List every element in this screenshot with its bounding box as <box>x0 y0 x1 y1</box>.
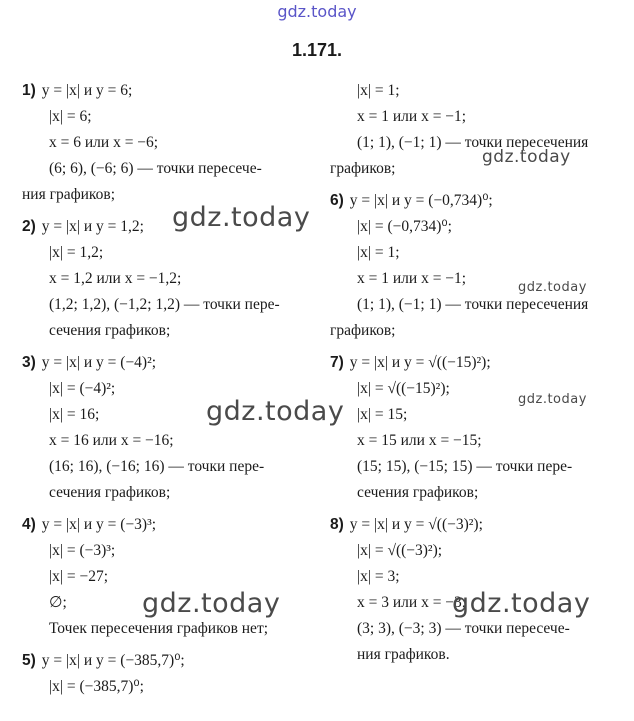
line-text: x = 16 или x = −16; <box>49 432 174 449</box>
line-text: y = |x| и y = √((−15)²); <box>349 354 491 371</box>
line-text: сечения графиков; <box>49 484 171 501</box>
item-number: 6) <box>330 192 344 209</box>
line-text: |x| = 16; <box>49 406 100 423</box>
right-column <box>330 78 630 668</box>
solution-line <box>22 512 322 538</box>
solution-line <box>22 318 322 344</box>
line-text: y = |x| и y = (−4)²; <box>41 354 157 371</box>
watermark: gdz.today <box>518 392 587 407</box>
solution-line <box>22 130 322 156</box>
line-text: ния графиков; <box>22 186 116 203</box>
line-text: y = |x| и y = 6; <box>41 82 133 99</box>
line-text: |x| = (−4)²; <box>49 380 116 397</box>
line-text: (1; 1), (−1; 1) — точки пересечения <box>357 134 589 151</box>
line-text: x = 1 или x = −1; <box>357 108 467 125</box>
solution-line <box>22 78 322 104</box>
solution-line <box>330 642 630 668</box>
solution-line <box>330 240 630 266</box>
solution-line <box>330 428 630 454</box>
solution-line <box>330 564 630 590</box>
item-number: 5) <box>22 652 36 669</box>
line-text: y = |x| и y = (−0,734)⁰; <box>349 192 493 209</box>
line-text: графиков; <box>330 160 396 177</box>
line-text: сечения графиков; <box>357 484 479 501</box>
solution-line <box>330 130 630 156</box>
watermark: gdz.today <box>206 396 345 427</box>
item-number: 4) <box>22 516 36 533</box>
solution-line <box>330 156 630 182</box>
watermark: gdz.today <box>142 588 281 619</box>
line-text: y = |x| и y = (−385,7)⁰; <box>41 652 185 669</box>
solution-line <box>330 538 630 564</box>
line-text: |x| = √((−15)²); <box>357 380 450 397</box>
solution-line <box>330 318 630 344</box>
solution-line <box>22 564 322 590</box>
item-number: 8) <box>330 516 344 533</box>
solution-line <box>22 616 322 642</box>
line-text: (1,2; 1,2), (−1,2; 1,2) — точки пере- <box>49 296 280 313</box>
solution-line <box>330 616 630 642</box>
item-number: 1) <box>22 82 36 99</box>
item-number: 2) <box>22 218 36 235</box>
line-text: (16; 16), (−16; 16) — точки пере- <box>49 458 265 475</box>
solution-line <box>22 266 322 292</box>
solution-line <box>22 454 322 480</box>
solution-line <box>22 538 322 564</box>
line-text: |x| = −27; <box>49 568 108 585</box>
line-text: (3; 3), (−3; 3) — точки пересече- <box>357 620 570 637</box>
item-number: 3) <box>22 354 36 371</box>
solution-line <box>330 78 630 104</box>
solution-line <box>330 512 630 538</box>
line-text: Точек пересечения графиков нет; <box>49 620 269 637</box>
line-text: |x| = (−0,734)⁰; <box>357 218 452 235</box>
line-text: ∅; <box>49 594 67 611</box>
line-text: (1; 1), (−1; 1) — точки пересечения <box>357 296 589 313</box>
watermark: gdz.today <box>452 588 591 619</box>
line-text: y = |x| и y = (−3)³; <box>41 516 157 533</box>
line-text: x = 6 или x = −6; <box>49 134 159 151</box>
line-text: x = 15 или x = −15; <box>357 432 482 449</box>
watermark: gdz.today <box>518 280 587 295</box>
solution-line <box>330 104 630 130</box>
line-text: |x| = 1; <box>357 82 400 99</box>
line-text: |x| = (−385,7)⁰; <box>49 678 144 695</box>
watermark: gdz.today <box>172 202 311 233</box>
solution-line <box>22 648 322 674</box>
solution-line <box>330 350 630 376</box>
line-text: сечения графиков; <box>49 322 171 339</box>
solution-line <box>22 480 322 506</box>
line-text: |x| = 1; <box>357 244 400 261</box>
line-text: y = |x| и y = 1,2; <box>41 218 144 235</box>
line-text: |x| = 6; <box>49 108 92 125</box>
line-text: (6; 6), (−6; 6) — точки пересече- <box>49 160 262 177</box>
solution-line <box>330 188 630 214</box>
site-header-watermark: gdz.today <box>277 2 357 21</box>
problem-title: 1.171. <box>291 40 343 60</box>
solution-line <box>22 104 322 130</box>
watermark: gdz.today <box>482 147 571 167</box>
solution-line <box>330 214 630 240</box>
line-text: |x| = (−3)³; <box>49 542 116 559</box>
line-text: x = 1 или x = −1; <box>357 270 467 287</box>
solution-line <box>22 350 322 376</box>
line-text: |x| = 15; <box>357 406 408 423</box>
line-text: y = |x| и y = √((−3)²); <box>349 516 483 533</box>
line-text: x = 3 или x = −3; <box>357 594 467 611</box>
solution-line <box>22 428 322 454</box>
line-text: |x| = 3; <box>357 568 400 585</box>
line-text: (15; 15), (−15; 15) — точки пере- <box>357 458 573 475</box>
solution-line <box>330 480 630 506</box>
solution-line <box>22 156 322 182</box>
solution-line <box>330 292 630 318</box>
solution-line <box>22 240 322 266</box>
line-text: |x| = 1,2; <box>49 244 104 261</box>
line-text: графиков; <box>330 322 396 339</box>
solution-line <box>330 454 630 480</box>
solution-line <box>22 292 322 318</box>
line-text: |x| = √((−3)²); <box>357 542 443 559</box>
solution-line <box>22 674 322 700</box>
line-text: x = 1,2 или x = −1,2; <box>49 270 182 287</box>
line-text: ния графиков. <box>357 646 450 663</box>
item-number: 7) <box>330 354 344 371</box>
